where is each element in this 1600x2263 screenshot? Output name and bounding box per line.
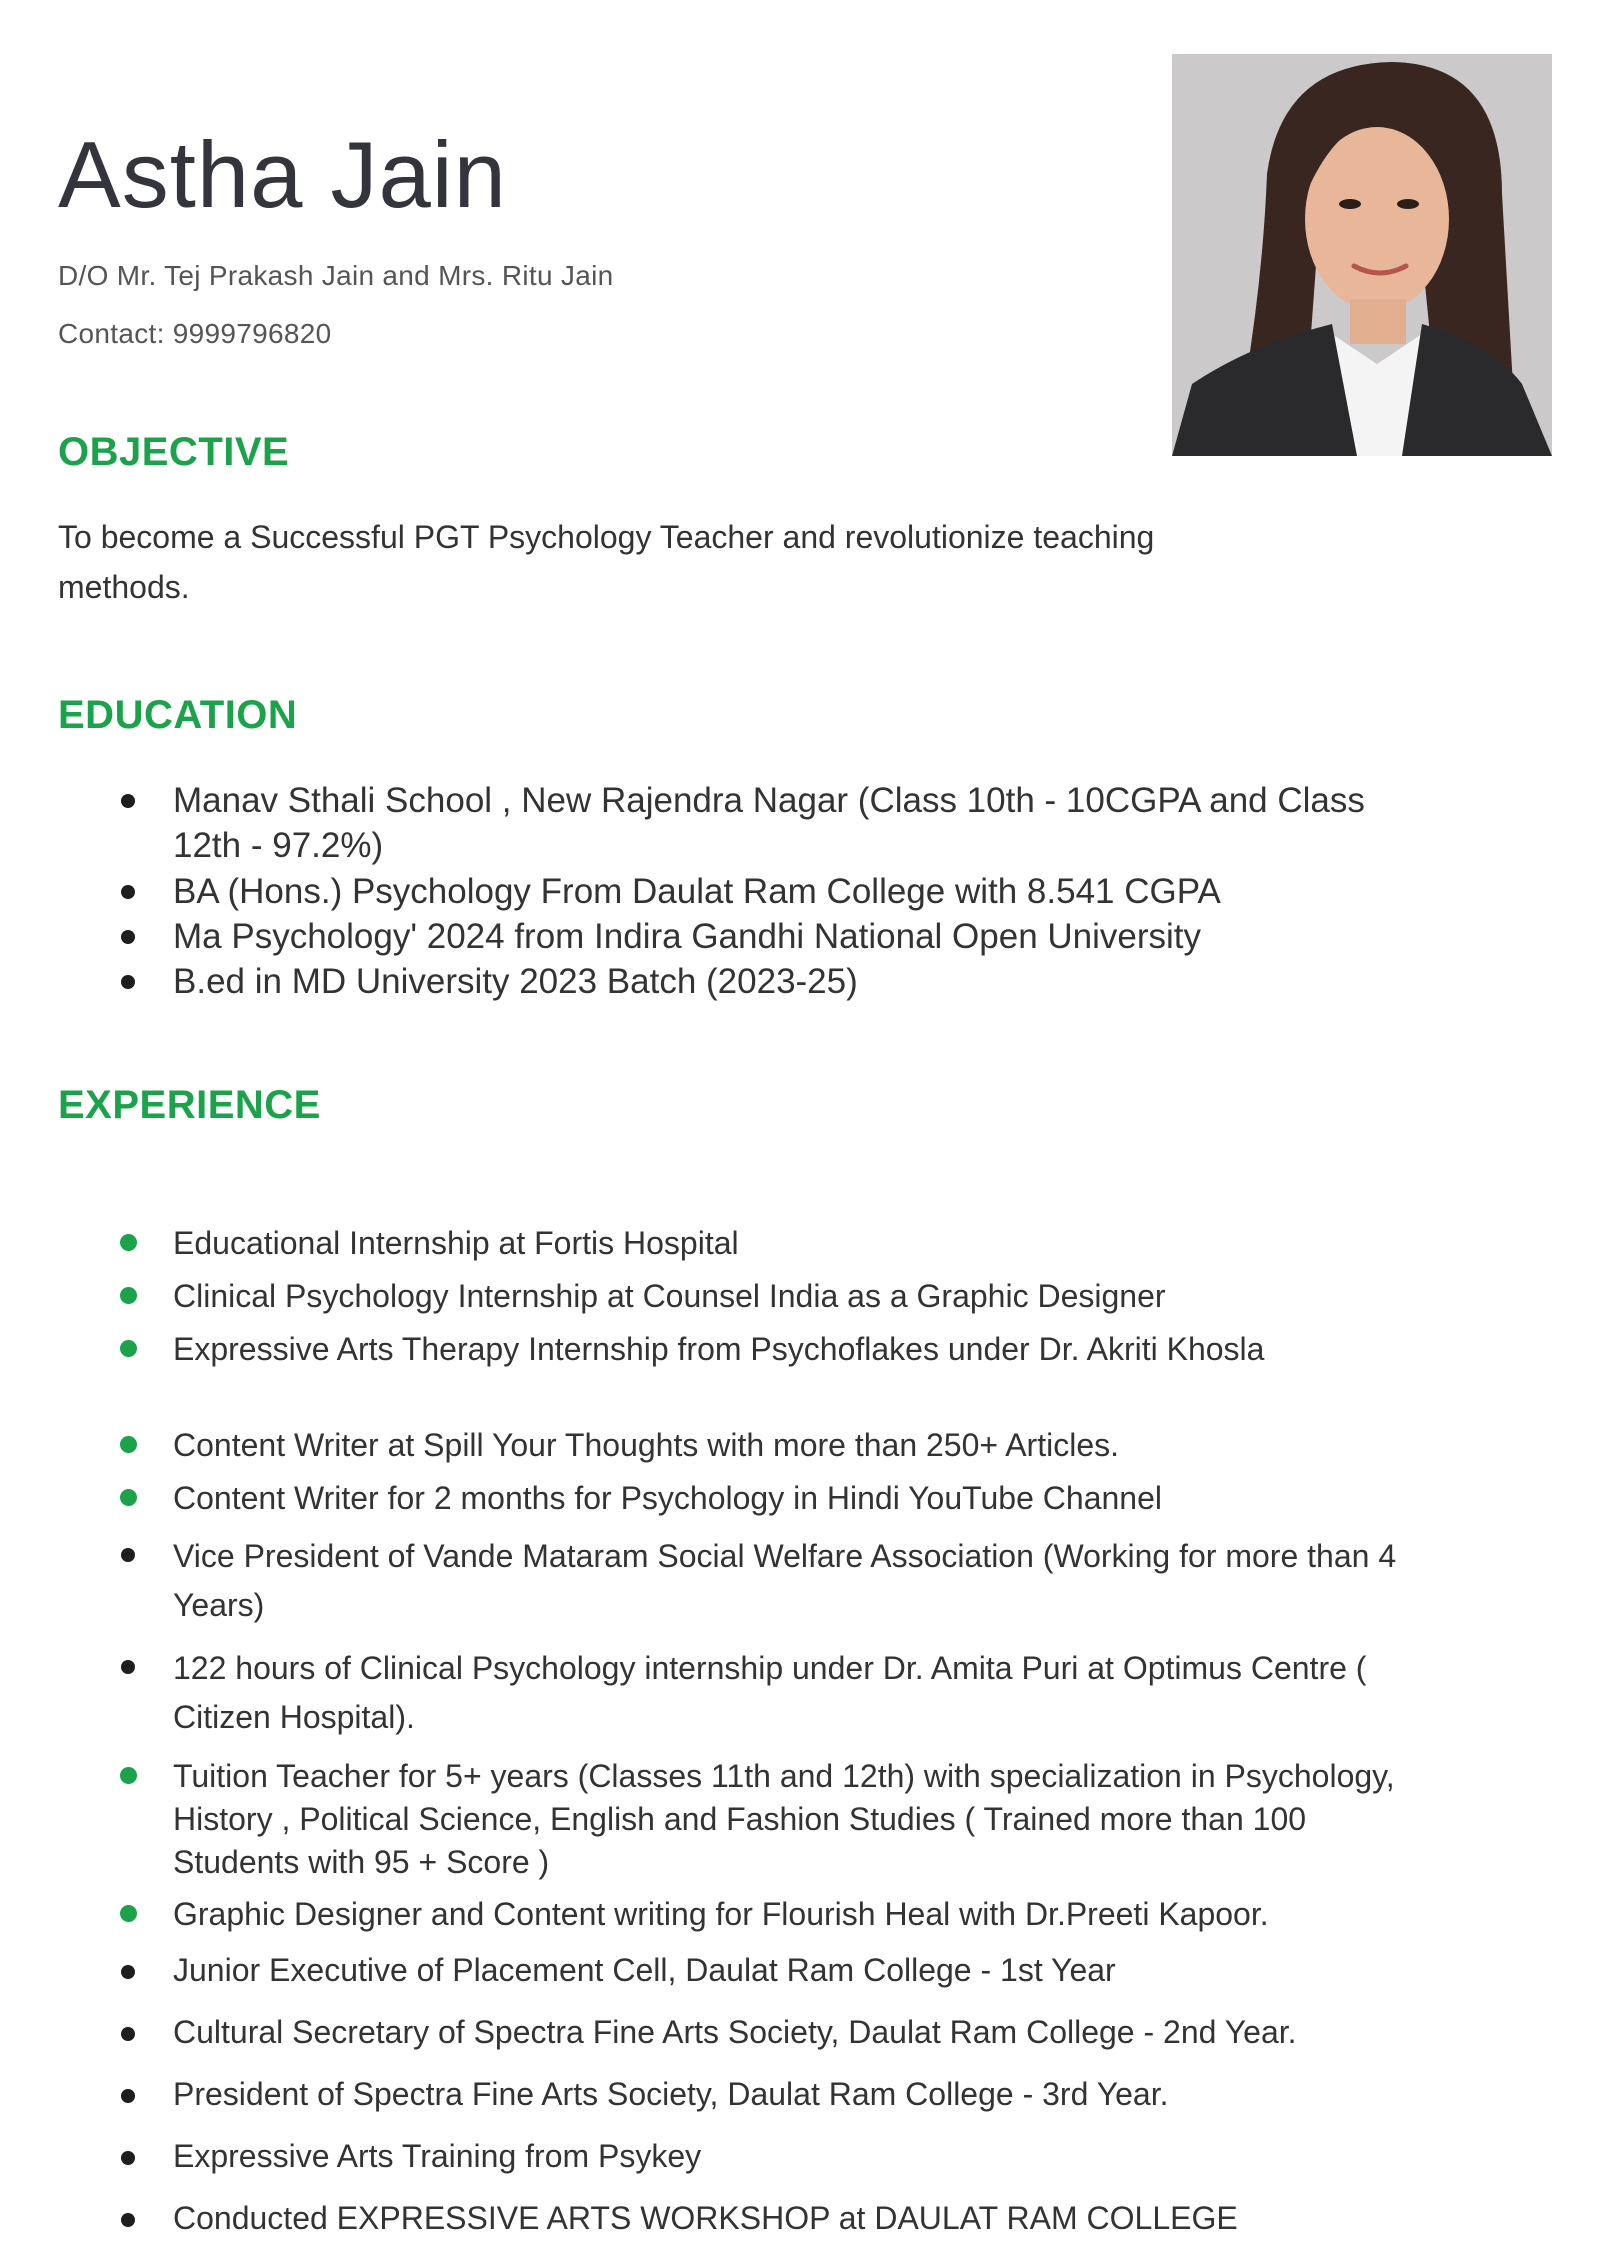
bullet-icon [121,975,135,989]
bullet-icon [120,1287,137,1304]
bullet-icon [121,2089,135,2103]
bullet-icon [121,930,135,944]
bullet-icon [120,1234,137,1251]
objective-heading: OBJECTIVE [58,430,290,474]
bullet-icon [121,1548,135,1562]
bullet-icon [121,794,135,808]
parents-line: D/O Mr. Tej Prakash Jain and Mrs. Ritu Jain [58,260,614,291]
bullet-icon [120,1436,137,1453]
bullet-icon [121,2151,135,2165]
bullet-icon [120,1340,137,1357]
bullet-icon [121,1660,135,1674]
candidate-name: Astha Jain [58,122,507,227]
bullet-icon [120,1489,137,1506]
bullet-icon [121,2213,135,2227]
bullet-icon [120,1905,137,1922]
bullet-icon [121,885,135,899]
experience-heading: EXPERIENCE [58,1083,321,1127]
profile-photo [1172,54,1552,456]
contact-line: Contact: 9999796820 [58,318,332,349]
objective-text: To become a Successful PGT Psychology Teacher and revolutionize teaching methods. [58,519,1155,605]
bullet-icon [120,1767,137,1784]
education-heading: EDUCATION [58,693,298,737]
bullet-icon [121,1965,135,1979]
bullet-icon [121,2027,135,2041]
